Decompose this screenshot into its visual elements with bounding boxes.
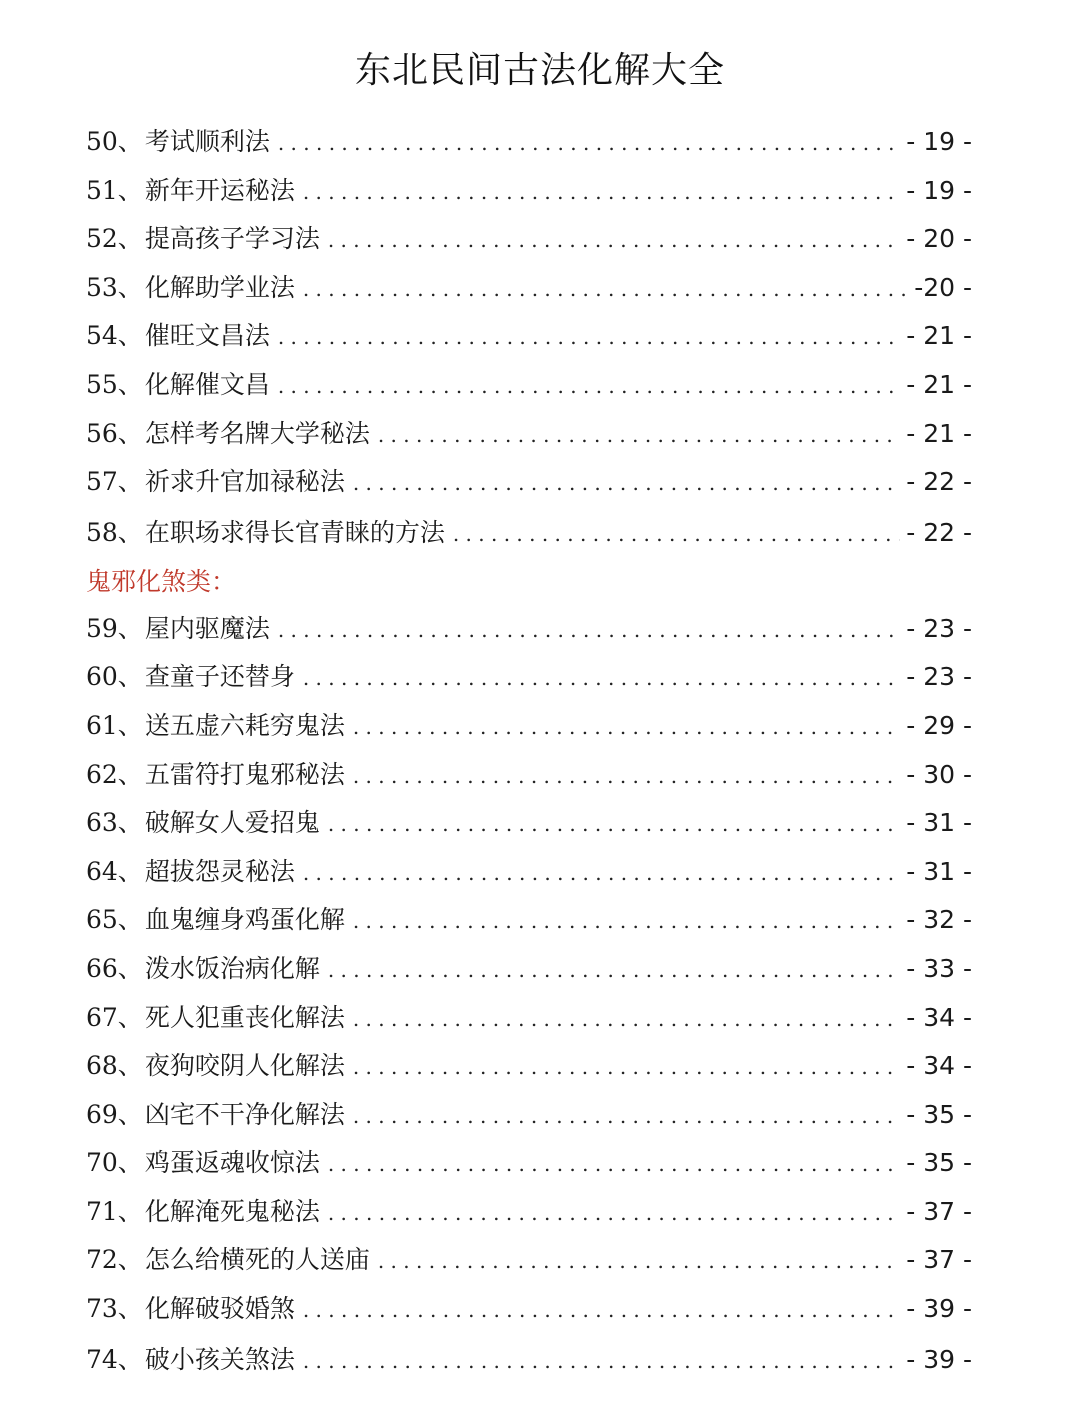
toc-entry[interactable] [86, 361, 972, 410]
toc-dot-leader [328, 216, 900, 265]
toc-entry-page: - 22 - [906, 517, 972, 547]
toc-entry[interactable] [86, 312, 972, 361]
toc-entry-number: 70、 [86, 1148, 143, 1178]
toc-entry-label: 怎样考名牌大学秘法 [144, 418, 370, 448]
toc-entry-label: 五雷符打鬼邪秘法 [144, 759, 345, 789]
toc-dot-leader [328, 1140, 900, 1189]
toc-dot-leader [353, 703, 900, 752]
toc-entry[interactable] [86, 118, 972, 167]
toc-entry-label: 屋内驱魔法 [144, 613, 270, 643]
toc-entry[interactable] [86, 896, 972, 945]
toc-dot-leader [303, 849, 900, 898]
toc-dot-leader [303, 1286, 900, 1335]
toc-entry-page: - 33 - [906, 953, 972, 983]
toc-dot-leader [453, 508, 900, 560]
toc-entry[interactable] [86, 410, 972, 459]
toc-entry-label: 鸡蛋返魂收惊法 [144, 1148, 320, 1178]
toc-entry-page: - 21 - [906, 418, 972, 448]
toc-entry[interactable] [86, 264, 972, 313]
document-title: 东北民间古法化解大全 [354, 50, 725, 91]
toc-entry-page: - 37 - [906, 1196, 972, 1226]
toc-dot-leader [303, 1335, 900, 1387]
toc-entry-label: 破解女人爱招鬼 [144, 808, 320, 838]
toc-entry[interactable] [86, 1139, 972, 1188]
toc-entry-page: - 20 - [906, 224, 972, 254]
toc-dot-leader [278, 362, 900, 411]
toc-entry-label: 血鬼缠身鸡蛋化解 [144, 905, 345, 935]
toc-dot-leader [353, 1092, 900, 1141]
toc-entry-number: 73、 [86, 1294, 143, 1324]
toc-entry[interactable] [86, 215, 972, 264]
toc-entry-number: 61、 [86, 710, 143, 740]
toc-entry-label: 化解破驳婚煞 [144, 1294, 295, 1324]
toc-entry-number: 65、 [86, 905, 143, 935]
toc-entry-page: - 23 - [906, 662, 972, 692]
toc-entry-page: - 21 - [906, 321, 972, 351]
toc-entry-label: 考试顺利法 [144, 127, 270, 156]
toc-entry[interactable] [86, 799, 972, 848]
toc-entry[interactable] [86, 1091, 972, 1140]
toc-entry-page: - 22 - [906, 467, 972, 497]
toc-entry-label: 新年开运秘法 [144, 175, 295, 205]
toc-dot-leader [378, 1237, 900, 1286]
toc-entry-page: - 35 - [906, 1099, 972, 1129]
toc-entry-page: - 31 - [906, 856, 972, 886]
toc-entry[interactable] [86, 1285, 972, 1334]
toc-dot-leader [303, 654, 900, 703]
toc-entry[interactable] [86, 751, 972, 800]
toc-entry-label: 凶宅不干净化解法 [144, 1099, 345, 1129]
toc-entry-label: 超拔怨灵秘法 [144, 856, 295, 886]
toc-entry[interactable] [86, 1188, 972, 1237]
toc-dot-leader [278, 606, 900, 655]
toc-entry-label: 提高孩子学习法 [144, 224, 320, 254]
toc-entry-page: - 29 - [906, 710, 972, 740]
toc-entry-page: - 32 - [906, 905, 972, 935]
toc-dot-leader [328, 1189, 900, 1238]
toc-entry-number: 58、 [86, 517, 143, 547]
toc-entry-page: -20 - [914, 272, 972, 302]
toc-dot-leader [353, 1043, 900, 1092]
toc-entry-label: 怎么给横死的人送庙 [144, 1245, 370, 1275]
toc-entry[interactable] [86, 167, 972, 216]
toc-entry-page: - 31 - [906, 808, 972, 838]
toc-dot-leader [278, 313, 900, 362]
toc-entry-label: 泼水饭治病化解 [144, 953, 320, 983]
toc-entry-number: 54、 [86, 321, 143, 351]
toc-entry-label: 破小孩关煞法 [144, 1344, 295, 1374]
toc-entry-label: 夜狗咬阴人化解法 [144, 1051, 345, 1081]
toc-entry-label: 化解催文昌 [144, 369, 270, 399]
toc-entry[interactable] [86, 702, 972, 751]
toc-entry-page: - 34 - [906, 1051, 972, 1081]
toc-dot-leader [328, 946, 900, 995]
toc-entry-label: 化解助学业法 [144, 272, 295, 302]
toc-dot-leader [353, 459, 900, 508]
toc-entry[interactable] [86, 848, 972, 897]
toc-entry-number: 56、 [86, 418, 143, 448]
toc-entry-number: 74、 [86, 1344, 143, 1374]
toc-entry-page: - 19 - [906, 127, 972, 156]
toc-dot-leader [278, 119, 900, 168]
toc-entry-number: 52、 [86, 224, 143, 254]
toc-entry[interactable] [86, 458, 972, 507]
toc-entry-page: - 34 - [906, 1002, 972, 1032]
toc-entry-number: 50、 [86, 127, 143, 156]
toc-entry[interactable] [86, 994, 972, 1043]
toc-entry-label: 催旺文昌法 [144, 321, 270, 351]
toc-group-b [86, 605, 972, 1386]
toc-entry-page: - 39 - [906, 1344, 972, 1374]
toc-entry-number: 59、 [86, 613, 143, 643]
toc-entry[interactable] [86, 1236, 972, 1285]
toc-entry-number: 64、 [86, 856, 143, 886]
toc-group-a [86, 118, 972, 559]
toc-entry-number: 53、 [86, 272, 143, 302]
toc-entry-number: 60、 [86, 662, 143, 692]
toc-entry-number: 66、 [86, 953, 143, 983]
section-heading: 鬼邪化煞类： [86, 566, 237, 596]
toc-entry-number: 67、 [86, 1002, 143, 1032]
table-of-contents [86, 118, 972, 1386]
toc-entry-number: 69、 [86, 1099, 143, 1129]
toc-entry[interactable] [86, 507, 972, 559]
toc-entry-number: 62、 [86, 759, 143, 789]
toc-entry-page: - 39 - [906, 1294, 972, 1324]
toc-dot-leader [353, 897, 900, 946]
toc-entry-number: 71、 [86, 1196, 143, 1226]
toc-entry-label: 在职场求得长官青睐的方法 [144, 517, 445, 547]
toc-dot-leader [303, 265, 908, 314]
toc-entry-page: - 21 - [906, 369, 972, 399]
toc-entry-number: 51、 [86, 175, 143, 205]
toc-dot-leader [328, 800, 900, 849]
toc-entry-label: 送五虚六耗穷鬼法 [144, 710, 345, 740]
toc-entry-page: - 23 - [906, 613, 972, 643]
toc-entry-page: - 37 - [906, 1245, 972, 1275]
toc-entry-number: 55、 [86, 369, 143, 399]
toc-entry[interactable] [86, 1334, 972, 1386]
toc-entry-number: 57、 [86, 467, 143, 497]
toc-entry-label: 化解淹死鬼秘法 [144, 1196, 320, 1226]
toc-entry[interactable] [86, 653, 972, 702]
toc-entry[interactable] [86, 1042, 972, 1091]
toc-entry-page: - 30 - [906, 759, 972, 789]
toc-entry-label: 祈求升官加禄秘法 [144, 467, 345, 497]
toc-dot-leader [378, 411, 900, 460]
toc-dot-leader [353, 995, 900, 1044]
toc-entry-page: - 19 - [906, 175, 972, 205]
toc-entry-page: - 35 - [906, 1148, 972, 1178]
toc-entry-label: 死人犯重丧化解法 [144, 1002, 345, 1032]
toc-entry-label: 查童子还替身 [144, 662, 295, 692]
toc-entry-number: 68、 [86, 1051, 143, 1081]
toc-entry[interactable] [86, 945, 972, 994]
toc-entry-number: 72、 [86, 1245, 143, 1275]
toc-dot-leader [353, 752, 900, 801]
toc-entry[interactable] [86, 605, 972, 654]
toc-entry-number: 63、 [86, 808, 143, 838]
toc-dot-leader [303, 168, 900, 217]
